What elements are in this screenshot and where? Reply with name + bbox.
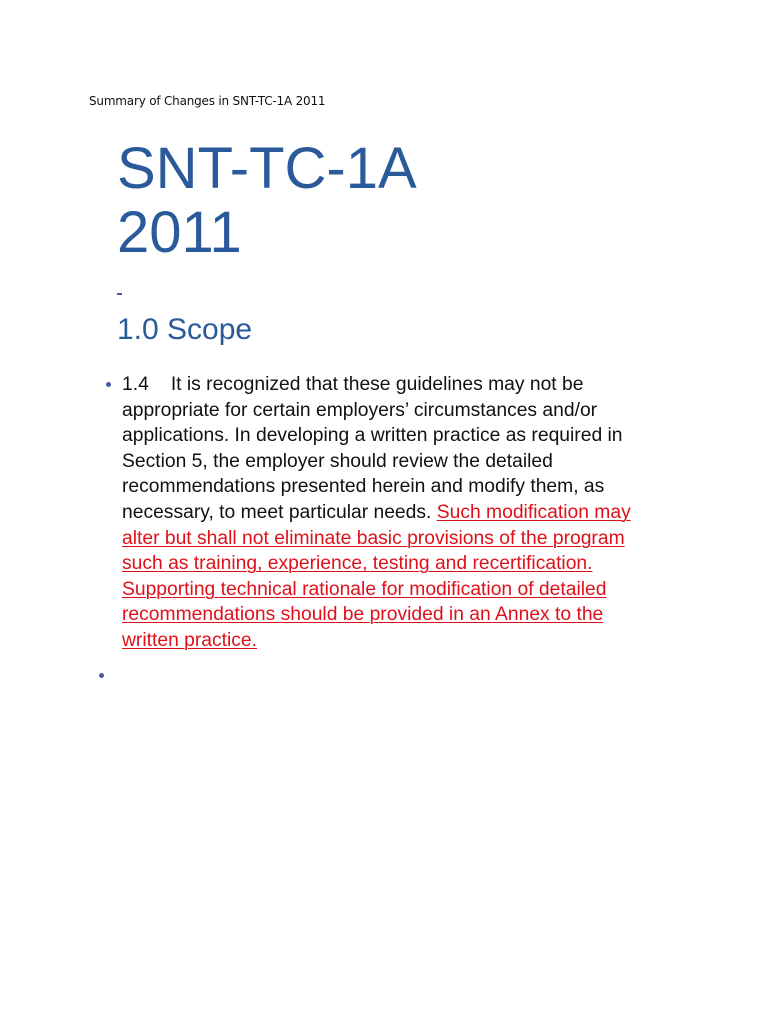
bullet-marker-icon bbox=[117, 293, 122, 295]
paragraph-changed-text: Such modification may alter but shall not eliminate basic provisions of the program such as training, experience, testing and recertification. Supporting technical rationale for modification of detailed recommendations should be provided in an Annex to the written practice. bbox=[122, 501, 631, 651]
paragraph-original-text: It is recognized that these guidelines may not be appropriate for certain employers’ circumstances and/or applications. In developing a written practice as required in Section 5, the employer should review the detailed recommendations presented herein and modify them, as necessary, to meet particular needs. bbox=[122, 374, 623, 523]
document-header: Summary of Changes in SNT-TC-1A 2011 bbox=[89, 94, 326, 108]
scope-paragraph bbox=[122, 372, 642, 654]
slide-title-line-1: SNT-TC-1A bbox=[117, 136, 417, 201]
section-heading: 1.0 Scope bbox=[117, 313, 253, 346]
bullet-dot-icon bbox=[99, 673, 104, 678]
slide-title-line-2: 2011 bbox=[117, 200, 242, 265]
bullet-dot-icon bbox=[106, 382, 111, 387]
slide-title bbox=[117, 137, 417, 265]
paragraph-number: 1.4 bbox=[122, 374, 149, 395]
